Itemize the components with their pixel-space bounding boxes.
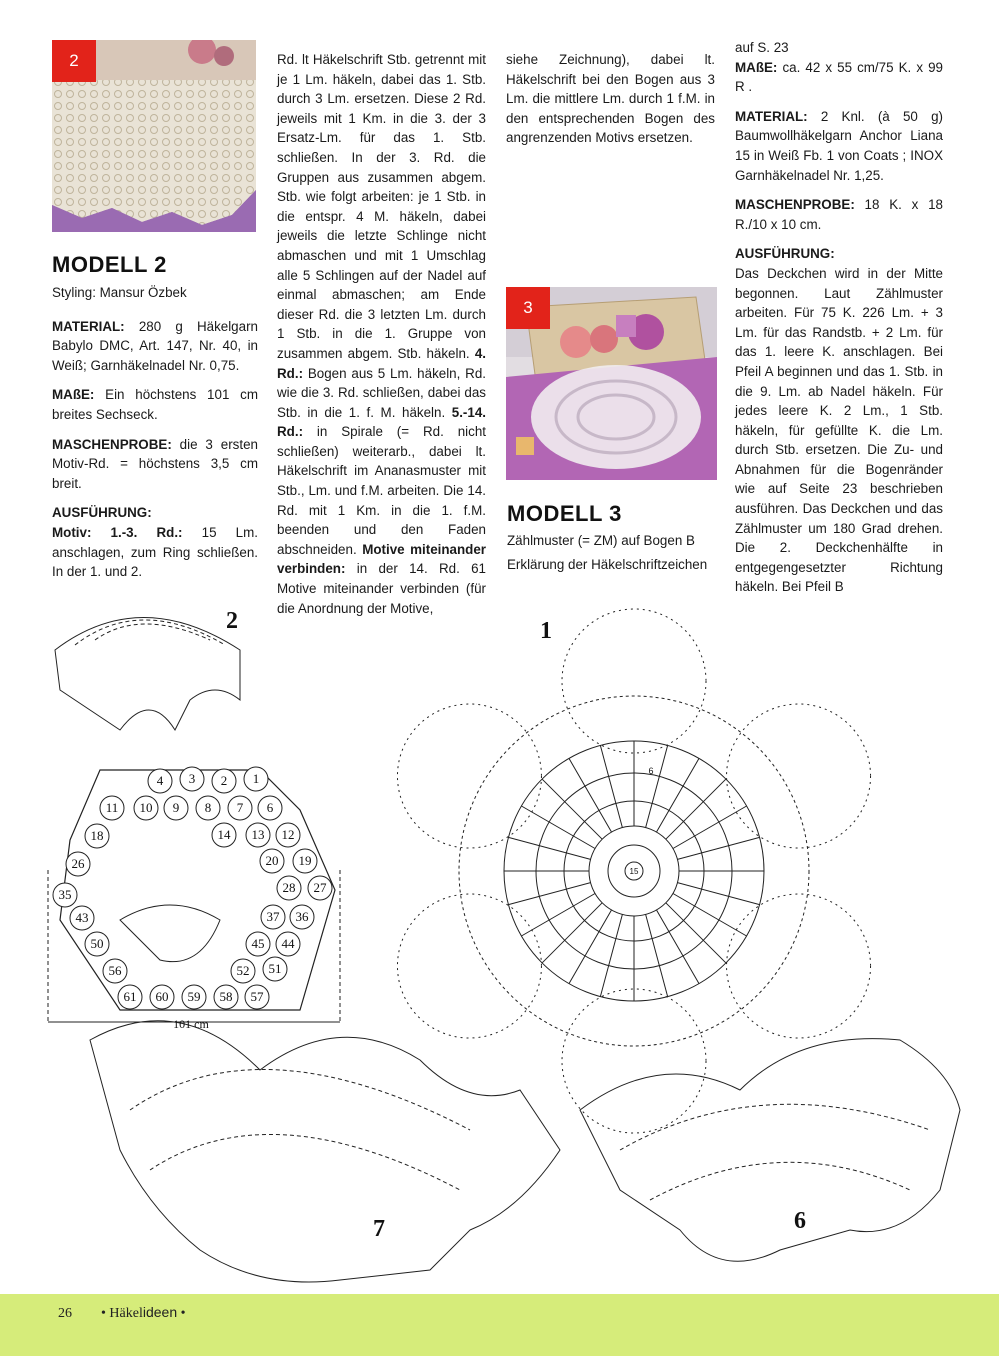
layout-motif-number: 26 (71, 856, 85, 871)
stitch-ray (677, 883, 759, 905)
pineapple-scallop (727, 704, 871, 848)
model3-material: MATERIAL: 2 Knl. (à 50 g) Baumwollhäkelgarn Anchor Liana 15 in Weiß Fb. 1 von Coats ; INOX Garnhäkelnadel Nr. 1,25. (735, 108, 943, 183)
layout-motif-number: 51 (268, 961, 282, 976)
footer (58, 1304, 186, 1322)
layout-motif-number: 28 (282, 880, 296, 895)
layout-motif-number: 13 (251, 827, 265, 842)
layout-motif-number: 10 (139, 800, 153, 815)
model2-rounds-text: Rd. lt Häkelschrift Stb. getrennt mit je 1 Lm. häkeln, dabei das 1. Stb. durch 3 Lm. ersetzen. Diese 2 Rd. jeweils mit 1 Km. in die 3. der 3 Ersatz-Lm. für das 1. Stb. schließen. In der 3. Rd. die Gruppen aus zusammen abgem. Stb. wie folgt arbeiten: je 1 Stb. in die entspr. 4 M. häkeln, dabei jeweils die letzte Schlinge nicht abmaschen und mit 1 Umschlag alle 5 Schlingen auf der Nadel auf einmal abmaschen; am Ende dieser Rd. die 3 letzten Lm. durch 1 Stb. in die 1. Gruppe von zusammen abgem. Stb. häkeln. 4. Rd.: Bogen aus 5 Lm. häkeln, Rd. wie die 3. Rd. schließen, dabei das Stb. in die 1. f. M. häkeln. 5.-14. Rd.: in Spirale (= Rd. nicht schließen) weiterarb., dabei lt. Häkelschrift im Ananasmuster mit Stb., Lm. und f.M. arbeiten. Die 14. Rd. mit 1 Km. in die 1. f.M. beenden und den Faden abschneiden. Motive miteinander verbinden: in der 14. Rd. 61 Motive miteinander verbinden (für die Anordnung der Motive, (277, 52, 487, 616)
stitch-ray (542, 779, 602, 839)
pineapple-scallop (727, 894, 871, 1038)
layout-motif-number: 35 (58, 887, 72, 902)
model2-motiv-text: Motiv: 1.-3. Rd.: 15 Lm. anschlagen, zum Ring schließen. In der 1. und 2. (52, 524, 258, 580)
layout-motif-number: 57 (250, 989, 264, 1004)
pineapple-scallop (397, 894, 541, 1038)
diagram-label-7: 7 (373, 1216, 385, 1242)
model2-title: MODELL 2 (52, 252, 167, 277)
motif-2-fragment (55, 618, 240, 731)
layout-motif-number: 7 (236, 800, 244, 815)
stitch-ray (569, 758, 612, 832)
model3-badge: 3 (506, 287, 550, 329)
model3-masse: MAßE: ca. 42 x 55 cm/75 K. x 99 R . (735, 59, 943, 95)
footer-bullet-right: • (180, 1306, 186, 1321)
layout-motif-number: 52 (236, 963, 250, 978)
column-4 (735, 38, 943, 607)
svg-text:15: 15 (629, 867, 639, 876)
layout-motif-number: 12 (281, 827, 295, 842)
pineapple-scallop (397, 704, 541, 848)
column-3 (506, 50, 715, 158)
motif-6-fragment (580, 1039, 960, 1262)
stitch-ray (673, 806, 747, 849)
model3-zaehlmuster: Zählmuster (= ZM) auf Bogen B (507, 533, 695, 548)
diagram-label-2: 2 (226, 608, 238, 634)
page-number: 26 (58, 1306, 72, 1321)
stitch-ray (600, 745, 622, 827)
model3-title: MODELL 3 (507, 501, 622, 526)
model2-badge: 2 (52, 40, 96, 82)
model2-material: MATERIAL: 280 g Häkelgarn Babylo DMC, Art. 147, Nr. 40, in Weiß; Garnhäkelnadel Nr. 0,75. (52, 318, 258, 373)
stitch-ray (646, 914, 668, 996)
stitch-ray (508, 837, 590, 859)
layout-motif-number: 27 (313, 880, 327, 895)
layout-motif-number: 1 (252, 771, 260, 786)
model3-maschenprobe: MASCHENPROBE: 18 K. x 18 R./10 x 10 cm. (735, 197, 943, 232)
center-number-label (625, 766, 654, 880)
model3-ausfuehrung-heading: AUSFÜHRUNG: (735, 246, 835, 262)
width-label: 101 cm (173, 1017, 209, 1031)
layout-motif-number: 18 (90, 828, 104, 843)
layout-motif-number: 37 (266, 909, 280, 924)
motif-7-fragment (90, 1021, 560, 1282)
stitch-ray (673, 894, 747, 937)
layout-motif-number: 56 (108, 963, 122, 978)
stitch-ray (646, 745, 668, 827)
stitch-ray (677, 837, 759, 859)
layout-motif-number: 45 (251, 936, 265, 951)
layout-motif-number: 59 (187, 989, 201, 1004)
stitch-ray (508, 883, 590, 905)
model3-photo (506, 287, 717, 480)
layout-motif-number: 43 (75, 910, 89, 925)
layout-motif-number: 61 (123, 989, 137, 1004)
stitch-ray (521, 806, 595, 849)
model3-erklaerung: Erklärung der Häkelschriftzeichen (507, 556, 708, 572)
pineapple-scallop (562, 609, 706, 753)
layout-motif-number: 6 (266, 800, 274, 815)
column-2 (277, 50, 486, 628)
stitch-ray (521, 894, 595, 937)
layout-motif-number: 11 (105, 800, 119, 815)
crochet-diagram (0, 590, 999, 1290)
layout-motif-number: 14 (217, 827, 231, 842)
stitch-ray (542, 903, 602, 963)
layout-motif-number: 19 (298, 853, 312, 868)
stitch-ray (666, 779, 726, 839)
layout-motif-number: 58 (219, 989, 233, 1004)
model3-ref: auf S. 23 (735, 40, 789, 55)
footer-bullet-left: • (101, 1306, 106, 1321)
diagram-label-6: 6 (794, 1208, 806, 1234)
model2-photo (52, 40, 256, 232)
stitch-ray (666, 903, 726, 963)
layout-motif-number: 44 (281, 936, 295, 951)
layout-motif-number: 2 (220, 773, 228, 788)
layout-motif-number: 60 (155, 989, 169, 1004)
diagram-label-1: 1 (540, 618, 552, 644)
magazine-brand: Häkelideen (109, 1304, 178, 1321)
layout-motif-number: 3 (188, 771, 196, 786)
model3-ausfuehrung-text: Das Deckchen wird in der Mitte begonnen. Laut Zählmuster arbeiten. Für 75 K. 226 Lm. + 3 Lm. für das Randstb. + 2 Lm. für das 1. leere K. anschlagen. Bei Pfeil A beginnen und das 1. Stb. in die 9. Lm. ab Nadel häkeln. Für jedes leere K. 2 Lm., 1 Stb. häkeln, für gefüllte K. die Lm. durch Stb. ersetzen. Die Zu- und Abnahmen für die Bogenränder wie auf Seite 23 beschrieben ausführen. Das Deckchen und das Zählmuster um 180 Grad drehen. Die 2. Deckchenhälfte in entgegengesetzter Richtung häkeln. Bei Pfeil B (735, 265, 943, 595)
layout-motif-number: 8 (204, 800, 212, 815)
layout-motif-number: 9 (172, 800, 180, 815)
model3-intro (507, 531, 717, 574)
stitch-ray (657, 758, 700, 832)
model2-maschenprobe: MASCHENPROBE: die 3 ersten Motiv-Rd. = höchstens 3,5 cm breit. (52, 436, 258, 491)
column-1 (52, 283, 258, 592)
model2-styling: Styling: Mansur Özbek (52, 285, 187, 300)
stitch-ray (569, 910, 612, 984)
stitch-ray (600, 914, 622, 996)
layout-motif-number: 4 (156, 773, 164, 788)
layout-motif-number: 50 (90, 936, 104, 951)
round-marker: 6 (648, 766, 654, 776)
model2-ausfuehrung-heading: AUSFÜHRUNG: (52, 505, 152, 521)
pineapple-scallop (562, 989, 706, 1133)
model2-join-continued: siehe Zeichnung), dabei lt. Häkelschrift bei den Bogen aus 3 Lm. die mittlere Lm. durch 1 f.M. in den entsprechenden Bogen des angrenzenden Motivs ersetzen. (506, 52, 715, 146)
layout-motif-number: 36 (295, 909, 309, 924)
model2-masse: MAßE: Ein höchstens 101 cm breites Sechseck. (52, 387, 258, 422)
layout-motif-number: 20 (265, 853, 279, 868)
stitch-ray (657, 910, 700, 984)
